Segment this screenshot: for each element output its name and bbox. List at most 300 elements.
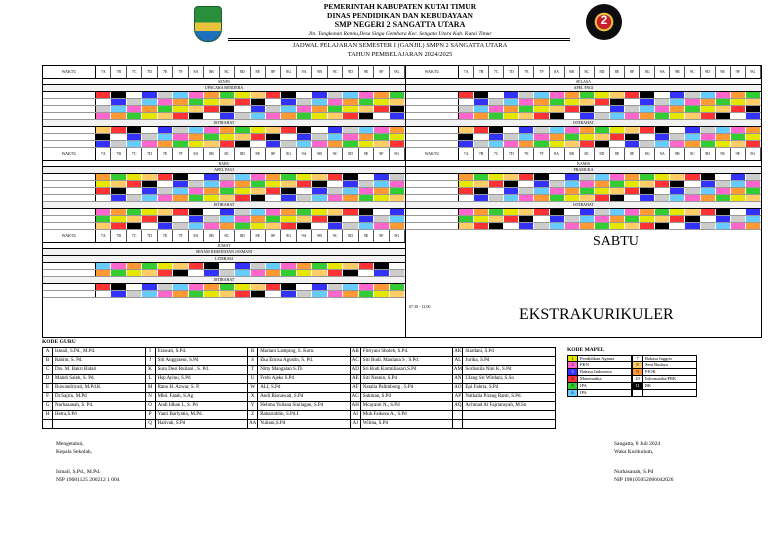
period-cell: [158, 181, 173, 187]
period-cell: [251, 174, 266, 180]
period-cell: [359, 223, 374, 229]
period-time: [43, 188, 96, 194]
period-time: [43, 92, 96, 98]
teacher-code-row: [42, 393, 556, 402]
period-cell: [297, 270, 312, 276]
period-cell: [142, 174, 157, 180]
teacher-name: Siardani, S.Pd: [465, 349, 494, 354]
period-cell: [142, 270, 157, 276]
period-cell: [550, 216, 565, 222]
period-cell: [127, 92, 142, 98]
period-cell: [312, 106, 327, 112]
teacher-code-row: [42, 402, 556, 411]
period-cell: [731, 195, 746, 201]
class-header: 7C: [489, 148, 504, 160]
period-cell: [127, 141, 142, 147]
period-time: [43, 99, 96, 105]
period-cell: [731, 127, 746, 133]
period-cell: [204, 195, 219, 201]
period-cell: [312, 113, 327, 119]
period-cell: [204, 181, 219, 187]
period-cell: [565, 195, 580, 201]
class-header: 9B: [670, 148, 685, 160]
schedule-title: JADWAL PELAJARAN SEMESTER I (GANJIL) SMPN 2 SANGATTA UTARA: [292, 42, 508, 49]
period-cell: [701, 106, 716, 112]
period-cell: [550, 106, 565, 112]
period-cell: [390, 270, 405, 276]
subject-code: 11: [633, 383, 643, 389]
class-header: 7B: [474, 148, 489, 160]
period-cell: [266, 113, 281, 119]
period-cell: [251, 291, 266, 297]
period-cell: [625, 134, 640, 140]
period-cell: [534, 99, 549, 105]
period-cell: [127, 216, 142, 222]
period-cell: [158, 134, 173, 140]
teacher-name: Siti Nesnin, S.Pd: [362, 376, 397, 381]
period-cell: [489, 99, 504, 105]
period-cell: [655, 99, 670, 105]
teacher-entry: [42, 393, 145, 401]
class-header: 9E: [359, 230, 374, 242]
period-cell: [390, 195, 405, 201]
period-cell: [565, 92, 580, 98]
period-cell: [716, 141, 731, 147]
subject-entry: [567, 355, 632, 362]
period-cell: [701, 181, 716, 187]
period-cell: [127, 284, 142, 290]
period-cell: [489, 127, 504, 133]
period-cell: [328, 223, 343, 229]
teacher-name: Mcayanti N., S.Pd: [362, 403, 400, 408]
period-cell: [281, 209, 296, 215]
class-header: 8D: [235, 148, 250, 160]
period-cell: [670, 92, 685, 98]
event-band: SENAM KESEHATAN JASMANI: [43, 249, 405, 256]
class-header: 8A: [550, 148, 565, 160]
teacher-entry: [145, 375, 248, 383]
class-header: 9E: [359, 66, 374, 78]
event-band: APEL PAGI: [43, 167, 405, 174]
period-cell: [716, 92, 731, 98]
period-cell: [731, 99, 746, 105]
period-cell: [701, 127, 716, 133]
teacher-code: N: [146, 393, 156, 401]
period-cell: [580, 181, 595, 187]
teacher-entry: [247, 393, 350, 401]
period-cell: [251, 223, 266, 229]
period-cell: [685, 181, 700, 187]
period-cell: [595, 113, 610, 119]
period-cell: [519, 209, 534, 215]
class-header: 8E: [610, 66, 625, 78]
period-cell: [359, 195, 374, 201]
period-cell: [127, 223, 142, 229]
class-header: 7E: [158, 148, 173, 160]
teacher-name: Hsp Ayinu, S.Pd: [157, 376, 191, 381]
subject-code-row: [567, 369, 697, 376]
period-cell: [519, 141, 534, 147]
period-cell: [173, 284, 188, 290]
class-header: 9B: [312, 66, 327, 78]
subject-code: 5: [568, 383, 578, 389]
period-cell: [374, 216, 389, 222]
period-cell: [685, 174, 700, 180]
class-header: 8D: [235, 230, 250, 242]
period-cell: [640, 127, 655, 133]
class-header: 7A: [96, 230, 111, 242]
waktu-header: WAKTU: [43, 148, 96, 160]
period-cell: [374, 209, 389, 215]
period-cell: [173, 106, 188, 112]
period-cell: [96, 174, 111, 180]
period-cell: [158, 291, 173, 297]
period-cell: [204, 188, 219, 194]
period-cell: [111, 106, 126, 112]
class-header: 9G: [746, 66, 761, 78]
teacher-entry: [42, 402, 145, 410]
period-cell: [640, 106, 655, 112]
period-cell: [220, 284, 235, 290]
day-label: SELASA: [406, 79, 761, 85]
period-cell: [173, 223, 188, 229]
left-signature-name: Ismail, S.Pd., M.Pd.: [56, 469, 101, 475]
teacher-name: Rano H. Azwar, S. P.: [157, 385, 200, 390]
period-cell: [96, 223, 111, 229]
teacher-name: Juriha, S.Pd: [465, 358, 490, 363]
class-header: 7A: [96, 66, 111, 78]
period-cell: [189, 174, 204, 180]
class-header: 8F: [266, 66, 281, 78]
period-cell: [390, 284, 405, 290]
class-header: 8G: [281, 230, 296, 242]
class-header: 9G: [390, 66, 405, 78]
period-cell: [565, 106, 580, 112]
period-cell: [640, 216, 655, 222]
teacher-code: AA: [249, 421, 257, 426]
class-header: 9F: [731, 148, 746, 160]
period-cell: [297, 134, 312, 140]
period-time: [43, 216, 96, 222]
period-cell: [459, 223, 474, 229]
period-cell: [489, 209, 504, 215]
subject-code-row: [567, 390, 697, 397]
period-cell: [716, 195, 731, 201]
period-cell: [504, 181, 519, 187]
period-cell: [312, 216, 327, 222]
period-cell: [374, 270, 389, 276]
period-cell: [111, 174, 126, 180]
period-cell: [127, 127, 142, 133]
right-signature-name: Nurhasanah, S.Pd: [614, 469, 654, 475]
period-cell: [312, 174, 327, 180]
period-cell: [746, 99, 761, 105]
teacher-code: O: [146, 402, 156, 410]
period-cell: [189, 99, 204, 105]
period-cell: [142, 291, 157, 297]
period-cell: [127, 291, 142, 297]
period-cell: [701, 223, 716, 229]
period-row: [406, 134, 761, 141]
period-cell: [550, 209, 565, 215]
period-time: [406, 188, 459, 194]
teacher-entry: [452, 420, 556, 428]
period-cell: [158, 188, 173, 194]
teacher-name: Nitty Mangalan S.Th: [260, 367, 303, 372]
teacher-entry: [42, 357, 145, 365]
teacher-code: I: [146, 348, 156, 356]
period-cell: [173, 209, 188, 215]
period-cell: [328, 195, 343, 201]
period-cell: [158, 209, 173, 215]
teacher-name: Andi Risnawati, S.Pd: [260, 394, 304, 399]
teacher-name: Rahim, S. Pd.: [55, 358, 83, 363]
period-row: [406, 99, 761, 106]
right-signature-nip: NIP 198105052006042026: [614, 477, 674, 483]
period-cell: [610, 174, 625, 180]
period-cell: [504, 92, 519, 98]
teacher-name: Nurhasanah, S. Pd.: [55, 403, 94, 408]
period-cell: [625, 195, 640, 201]
period-cell: [158, 99, 173, 105]
period-cell: [297, 223, 312, 229]
period-time: [43, 141, 96, 147]
teacher-entry: [42, 420, 145, 428]
period-cell: [534, 223, 549, 229]
period-cell: [595, 106, 610, 112]
period-cell: [746, 113, 761, 119]
period-cell: [281, 92, 296, 98]
period-row: [406, 127, 761, 134]
period-row: [43, 188, 405, 195]
period-cell: [374, 263, 389, 269]
period-cell: [158, 92, 173, 98]
period-time: [43, 270, 96, 276]
period-time: [43, 127, 96, 133]
period-cell: [685, 127, 700, 133]
period-cell: [459, 106, 474, 112]
period-cell: [580, 106, 595, 112]
subject-code-row: [567, 376, 697, 383]
period-cell: [111, 216, 126, 222]
period-cell: [390, 134, 405, 140]
period-cell: [504, 113, 519, 119]
period-cell: [343, 195, 358, 201]
period-row: [43, 174, 405, 181]
period-cell: [519, 134, 534, 140]
period-cell: [281, 216, 296, 222]
period-cell: [266, 223, 281, 229]
period-cell: [312, 141, 327, 147]
period-cell: [111, 291, 126, 297]
class-header-row: [406, 66, 761, 79]
period-cell: [220, 291, 235, 297]
period-cell: [670, 113, 685, 119]
period-cell: [610, 216, 625, 222]
period-cell: [685, 195, 700, 201]
period-cell: [610, 223, 625, 229]
period-cell: [158, 141, 173, 147]
subject-code: 1: [568, 356, 578, 361]
period-cell: [746, 92, 761, 98]
period-cell: [173, 99, 188, 105]
period-cell: [746, 188, 761, 194]
period-cell: [281, 134, 296, 140]
subject-code-title: KODE MAPEL: [567, 347, 605, 353]
period-cell: [96, 141, 111, 147]
period-cell: [142, 263, 157, 269]
period-cell: [595, 181, 610, 187]
period-cell: [459, 127, 474, 133]
period-cell: [220, 99, 235, 105]
period-cell: [459, 134, 474, 140]
period-cell: [251, 141, 266, 147]
day-label: SENIN: [43, 79, 405, 85]
period-cell: [701, 99, 716, 105]
period-cell: [655, 216, 670, 222]
period-cell: [390, 291, 405, 297]
period-cell: [96, 134, 111, 140]
class-header-row: [43, 148, 405, 161]
teacher-name: Ulang Sri Wirdani, S.Sn: [465, 376, 514, 381]
period-cell: [281, 106, 296, 112]
period-cell: [343, 188, 358, 194]
class-header: 8B: [204, 230, 219, 242]
period-cell: [111, 99, 126, 105]
period-cell: [701, 113, 716, 119]
period-cell: [127, 263, 142, 269]
period-cell: [390, 174, 405, 180]
period-row: [43, 113, 405, 120]
period-cell: [670, 134, 685, 140]
period-cell: [189, 223, 204, 229]
period-cell: [158, 113, 173, 119]
event-band: PRAMUKA: [406, 167, 761, 174]
period-cell: [474, 223, 489, 229]
period-cell: [266, 209, 281, 215]
period-cell: [343, 141, 358, 147]
period-time: [43, 223, 96, 229]
period-cell: [565, 113, 580, 119]
teacher-name: Nathalia Pirang Ranti, S.Pd.: [465, 394, 522, 399]
teacher-name: Sri Budi Karmiliasari,S.Pd: [362, 367, 417, 372]
period-cell: [374, 195, 389, 201]
period-cell: [220, 195, 235, 201]
period-cell: [374, 174, 389, 180]
teacher-name: Baharuddin, S.Pd.I: [260, 412, 299, 417]
class-header: 7E: [158, 66, 173, 78]
period-cell: [459, 216, 474, 222]
period-cell: [328, 99, 343, 105]
period-row: [406, 106, 761, 113]
left-signature-nip: NIP 19681125 200212 1 004: [56, 477, 120, 483]
period-cell: [374, 106, 389, 112]
day-label: RABU: [43, 161, 405, 167]
teacher-code: C: [43, 366, 53, 374]
period-cell: [359, 113, 374, 119]
period-cell: [519, 99, 534, 105]
teacher-entry: [350, 411, 453, 419]
period-cell: [235, 99, 250, 105]
period-time: [406, 141, 459, 147]
period-cell: [328, 216, 343, 222]
class-header: 7D: [142, 148, 157, 160]
period-cell: [610, 92, 625, 98]
teacher-code-row: [42, 411, 556, 420]
teacher-name: Achmad Al Fajriansyah, M.Sn: [465, 403, 527, 408]
class-header: 7F: [173, 148, 188, 160]
period-cell: [640, 195, 655, 201]
period-cell: [746, 141, 761, 147]
period-row: [406, 216, 761, 223]
left-signature-role: Kepala Sekolah,: [56, 449, 93, 455]
period-cell: [173, 216, 188, 222]
class-header: 9D: [343, 148, 358, 160]
teacher-entry: [42, 375, 145, 383]
class-header: 9F: [374, 148, 389, 160]
period-cell: [610, 127, 625, 133]
teacher-code: AL: [453, 357, 463, 365]
period-cell: [189, 209, 204, 215]
period-cell: [297, 216, 312, 222]
period-cell: [565, 181, 580, 187]
period-cell: [580, 127, 595, 133]
period-cell: [390, 99, 405, 105]
class-header: 7A: [96, 148, 111, 160]
class-header: 7B: [474, 66, 489, 78]
period-cell: [127, 113, 142, 119]
period-cell: [328, 134, 343, 140]
teacher-entry: [42, 366, 145, 374]
period-cell: [474, 181, 489, 187]
period-cell: [328, 188, 343, 194]
period-cell: [281, 270, 296, 276]
period-cell: [519, 113, 534, 119]
class-header: 8D: [235, 66, 250, 78]
teacher-code: AI: [351, 411, 361, 419]
period-time: [406, 209, 459, 215]
class-header: 7E: [519, 148, 534, 160]
teacher-entry: [452, 357, 556, 365]
teacher-code-row: [42, 375, 556, 384]
period-cell: [580, 209, 595, 215]
schedule-left-half: [43, 66, 406, 337]
period-cell: [534, 181, 549, 187]
period-cell: [731, 216, 746, 222]
period-cell: [142, 113, 157, 119]
period-cell: [142, 92, 157, 98]
period-cell: [235, 284, 250, 290]
period-cell: [189, 195, 204, 201]
period-cell: [158, 270, 173, 276]
teacher-name: Sukman, S.Pd: [362, 394, 391, 399]
period-cell: [374, 99, 389, 105]
period-time: [43, 181, 96, 187]
period-time: [406, 181, 459, 187]
class-header: 9C: [685, 66, 700, 78]
teacher-entry: [350, 357, 453, 365]
period-cell: [343, 174, 358, 180]
period-cell: [655, 209, 670, 215]
period-cell: [519, 181, 534, 187]
class-header-row: [43, 66, 405, 79]
class-header: 9B: [670, 66, 685, 78]
period-cell: [266, 106, 281, 112]
period-cell: [204, 223, 219, 229]
period-cell: [716, 99, 731, 105]
period-row: [406, 209, 761, 216]
period-cell: [297, 188, 312, 194]
